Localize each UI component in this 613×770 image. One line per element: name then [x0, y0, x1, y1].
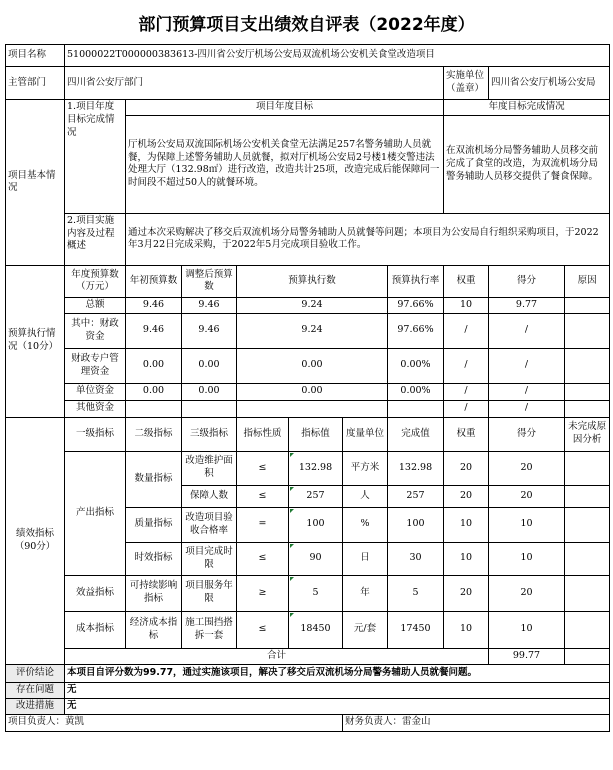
total-label: 合计 [65, 648, 489, 664]
budget-header-row [6, 265, 610, 297]
nature-cell: ≤ [237, 542, 289, 575]
evaluation-table [5, 44, 610, 732]
impl-unit-label: 实施单位（盖章） [444, 67, 489, 100]
budget-score: / [489, 313, 565, 348]
score-cell: 10 [489, 507, 565, 542]
level2-quantity: 数量指标 [126, 451, 182, 507]
budget-adjusted: 0.00 [182, 348, 237, 383]
budget-label: 预算执行情况（10分） [6, 265, 65, 417]
reason-cell [565, 451, 610, 485]
completion-header: 年度目标完成情况 [444, 100, 610, 116]
footer-row [6, 714, 610, 731]
budget-header-cell: 预算执行数 [237, 265, 388, 297]
impl-unit-value: 四川省公安厅机场公安局 [489, 67, 610, 100]
budget-executed [237, 400, 388, 417]
perf-header-cell: 未完成原因分析 [565, 417, 610, 451]
budget-adjusted [182, 400, 237, 417]
budget-reason [565, 313, 610, 348]
weight-cell: 20 [444, 485, 489, 507]
score-cell: 10 [489, 611, 565, 648]
project-lead: 项目负责人：黄凯 [6, 714, 343, 731]
budget-weight: / [444, 348, 489, 383]
budget-reason [565, 348, 610, 383]
impl-text: 通过本次采购解决了移交后双流机场分局警务辅助人员就餐等问题；本项目为公安局自行组织采购项目，于2022年3月22日完成采购，于2022年5月完成项目验收工作。 [126, 213, 610, 265]
nature-cell: ≤ [237, 451, 289, 485]
budget-row-name: 单位资金 [65, 383, 126, 400]
budget-rate [388, 400, 444, 417]
unit-cell: % [343, 507, 388, 542]
budget-executed: 9.24 [237, 297, 388, 313]
reason-cell [565, 575, 610, 611]
finance-lead: 财务负责人：雷金山 [343, 714, 610, 731]
reason-cell [565, 611, 610, 648]
score-cell: 20 [489, 485, 565, 507]
perf-header-cell: 权重 [444, 417, 489, 451]
goal-done-text: 在双流机场分局警务辅助人员移交前完成了食堂的改造，为双流机场分局警务辅助人员移交提供了餐食保障。 [444, 115, 610, 213]
weight-cell: 10 [444, 542, 489, 575]
target-value: 18450 [289, 611, 343, 648]
perf-header-cell: 二级指标 [126, 417, 182, 451]
target-value: 90 [289, 542, 343, 575]
budget-header-cell: 年初预算数 [126, 265, 182, 297]
perf-header-cell: 指标值 [289, 417, 343, 451]
budget-row-name: 总额 [65, 297, 126, 313]
reason-cell [565, 507, 610, 542]
score-cell: 10 [489, 542, 565, 575]
budget-weight: / [444, 313, 489, 348]
nature-cell: ≤ [237, 485, 289, 507]
conclusion-label: 评价结论 [6, 664, 65, 682]
level2-sustainable: 可持续影响指标 [126, 575, 182, 611]
budget-adjusted: 9.46 [182, 297, 237, 313]
done-value: 17450 [388, 611, 444, 648]
problems-row [6, 682, 610, 698]
perf-header-cell: 一级指标 [65, 417, 126, 451]
dept-value: 四川省公安厅部门 [65, 67, 444, 100]
budget-rate: 0.00% [388, 348, 444, 383]
perf-header-row [6, 417, 610, 451]
budget-score: / [489, 348, 565, 383]
done-value: 257 [388, 485, 444, 507]
score-cell: 20 [489, 575, 565, 611]
basic-label: 项目基本情况 [6, 100, 65, 266]
problems-label: 存在问题 [6, 682, 65, 698]
reason-cell [565, 485, 610, 507]
annual-goal-header: 项目年度目标 [126, 100, 444, 116]
level3-cell: 项目服务年限 [182, 575, 237, 611]
conclusion-text: 本项目自评分数为99.77，通过实施该项目，解决了移交后双流机场分局警务辅助人员就餐问题。 [65, 664, 610, 682]
budget-row [6, 383, 610, 400]
budget-reason [565, 297, 610, 313]
level2-economic-cost: 经济成本指标 [126, 611, 182, 648]
goal-text: 厅机场公安局双流国际机场公安机关食堂无法满足257名警务辅助人员就餐，为保障上述警务辅助人员就餐，拟对厅机场公安局2号楼1楼交警违法处理大厅（132.98㎡）进行改造，改造共计25项，改造完成后能保障同一时间段不超过50人的就餐环境。 [126, 115, 444, 213]
weight-cell: 20 [444, 575, 489, 611]
goal-label: 1.项目年度目标完成情况 [65, 100, 126, 214]
target-value: 5 [289, 575, 343, 611]
budget-header-cell: 预算执行率 [388, 265, 444, 297]
measures-label: 改进措施 [6, 698, 65, 714]
nature-cell: ≤ [237, 611, 289, 648]
total-row [6, 648, 610, 664]
unit-cell: 日 [343, 542, 388, 575]
level1-output: 产出指标 [65, 451, 126, 575]
budget-initial: 0.00 [126, 383, 182, 400]
budget-executed: 9.24 [237, 313, 388, 348]
done-value: 30 [388, 542, 444, 575]
conclusion-row [6, 664, 610, 682]
budget-adjusted: 0.00 [182, 383, 237, 400]
budget-score: / [489, 383, 565, 400]
weight-cell: 20 [444, 451, 489, 485]
basic-header-row [6, 100, 610, 116]
level3-cell: 改造维护面积 [182, 451, 237, 485]
impl-row [6, 213, 610, 265]
target-value: 257 [289, 485, 343, 507]
weight-cell: 10 [444, 611, 489, 648]
perf-row [6, 451, 610, 485]
budget-weight: / [444, 400, 489, 417]
budget-rate: 97.66% [388, 313, 444, 348]
nature-cell: ≥ [237, 575, 289, 611]
budget-executed: 0.00 [237, 383, 388, 400]
done-value: 100 [388, 507, 444, 542]
budget-initial: 9.46 [126, 297, 182, 313]
budget-header-cell: 得分 [489, 265, 565, 297]
level3-cell: 保障人数 [182, 485, 237, 507]
budget-score: / [489, 400, 565, 417]
perf-row [6, 611, 610, 648]
unit-cell: 元/套 [343, 611, 388, 648]
project-name-value: 51000022T000000383613-四川省公安厅机场公安局双流机场公安机关食堂改造项目 [65, 45, 610, 67]
budget-row-name: 其他资金 [65, 400, 126, 417]
unit-cell: 人 [343, 485, 388, 507]
budget-row [6, 348, 610, 383]
problems-text: 无 [65, 682, 610, 698]
level3-cell: 改造项目验收合格率 [182, 507, 237, 542]
unit-cell: 年 [343, 575, 388, 611]
level3-cell: 施工围挡搭拆一套 [182, 611, 237, 648]
budget-header-cell: 年度预算数（万元） [65, 265, 126, 297]
budget-weight: 10 [444, 297, 489, 313]
project-name-label: 项目名称 [6, 45, 65, 67]
perf-header-cell: 三级指标 [182, 417, 237, 451]
form-title: 部门预算项目支出绩效自评表（2022年度） [138, 14, 475, 35]
target-value: 100 [289, 507, 343, 542]
budget-row [6, 297, 610, 313]
unit-cell: 平方米 [343, 451, 388, 485]
budget-row-name: 其中：财政资金 [65, 313, 126, 348]
dept-row [6, 67, 610, 100]
perf-header-cell: 指标性质 [237, 417, 289, 451]
budget-initial: 9.46 [126, 313, 182, 348]
budget-row [6, 313, 610, 348]
measures-text: 无 [65, 698, 610, 714]
budget-initial: 0.00 [126, 348, 182, 383]
level3-cell: 项目完成时限 [182, 542, 237, 575]
nature-cell: = [237, 507, 289, 542]
budget-header-cell: 权重 [444, 265, 489, 297]
perf-header-cell: 度量单位 [343, 417, 388, 451]
budget-rate: 0.00% [388, 383, 444, 400]
dept-label: 主管部门 [6, 67, 65, 100]
perf-row [6, 575, 610, 611]
budget-header-cell: 原因 [565, 265, 610, 297]
budget-reason [565, 400, 610, 417]
perf-label: 绩效指标（90分） [6, 417, 65, 664]
budget-score: 9.77 [489, 297, 565, 313]
budget-initial [126, 400, 182, 417]
budget-row [6, 400, 610, 417]
project-name-row [6, 45, 610, 67]
budget-header-cell: 调整后预算数 [182, 265, 237, 297]
budget-rate: 97.66% [388, 297, 444, 313]
reason-cell [565, 542, 610, 575]
weight-cell: 10 [444, 507, 489, 542]
level1-cost: 成本指标 [65, 611, 126, 648]
done-value: 132.98 [388, 451, 444, 485]
score-cell: 20 [489, 451, 565, 485]
budget-weight: / [444, 383, 489, 400]
perf-header-cell: 得分 [489, 417, 565, 451]
perf-header-cell: 完成值 [388, 417, 444, 451]
done-value: 5 [388, 575, 444, 611]
total-score: 99.77 [489, 648, 565, 664]
budget-executed: 0.00 [237, 348, 388, 383]
target-value: 132.98 [289, 451, 343, 485]
budget-row-name: 财政专户管理资金 [65, 348, 126, 383]
measures-row [6, 698, 610, 714]
level1-benefit: 效益指标 [65, 575, 126, 611]
level2-quality: 质量指标 [126, 507, 182, 542]
level2-timeliness: 时效指标 [126, 542, 182, 575]
budget-adjusted: 9.46 [182, 313, 237, 348]
impl-label: 2.项目实施内容及过程概述 [65, 213, 126, 265]
budget-reason [565, 383, 610, 400]
